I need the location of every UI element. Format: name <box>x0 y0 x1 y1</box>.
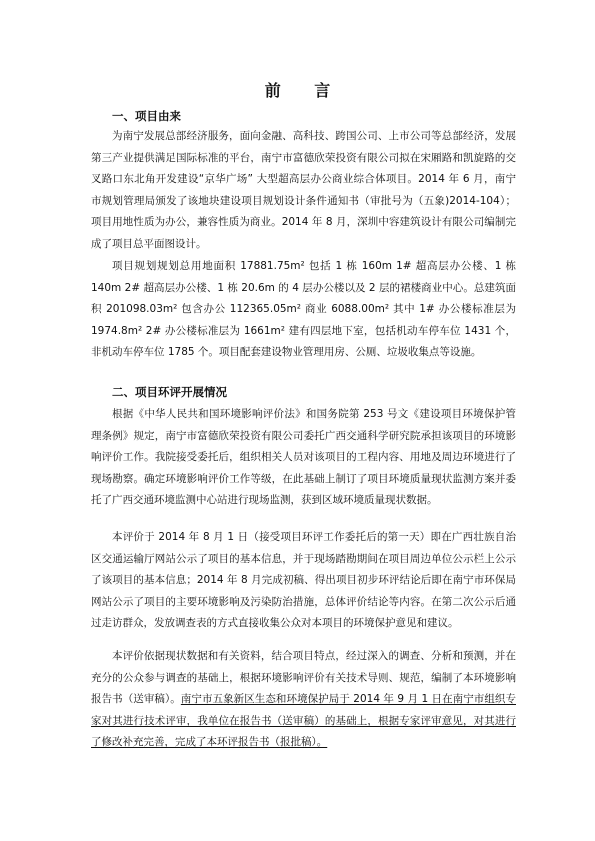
paragraph-eia-1: 根据《中华人民共和国环境影响评价法》和国务院第 253 号文《建设项目环境保护管理条例》规定，南宁市富德欣荣投资有限公司委托广西交通科学研究院承担该项目的环境影响评价工作。我院接受委托后，组织相关人员对该项目的工程内容、用地及周边环境进行了现场勘察。确定环境影响评价工作等级，在此基础上制订了项目环境质量现状监测方案并委托了广西交通环境监测中心站进行现场监测，获到区域环境质量现状数据。 <box>91 408 516 506</box>
paragraph-origin-1: 为南宁发展总部经济服务，面向金融、高科技、跨国公司、上市公司等总部经济，发展第三产业提供满足国际标准的平台，南宁市富德欣荣投资有限公司拟在宋厢路和凯旋路的交叉路口东北角开发建设“京华广场” 大型超高层办公商业综合体项目。2014 年 6 月，南宁市规划管理局颁发了该地块建设项目规划设计条件通知书（审批号为（五象)2014-104）；项目用地性质为办公，兼容性质为商业。2014 年 8 月，深圳中容建筑设计有限公司编制完成了项目总平面图设计。 <box>91 130 516 250</box>
underlined-review-text: 南宁市五象新区生态和环境保护局于 2014 年 9 月 1 日在南宁市组织专家对其进行技术评审，我单位在报告书（送审稿）的基础上，根据专家评审意见，对其进行了修改补充完善，完成了本环评报告书（报批稿）。 <box>91 693 516 748</box>
paragraph-eia-3 <box>91 646 516 754</box>
paragraph-eia-2: 本评价于 2014 年 8 月 1 日（接受项目环评工作委托后的第一天）即在广西壮族自治区交通运输厅网站公示了项目的基本信息，并于现场踏勘期间在项目周边单位公示栏上公示了该项目的基本信息；2014 年 8 月完成初稿、得出项目初步环评结论后即在南宁市环保局网站公示了项目的主要环境影响及污染防治措施，总体评价结论等内容。在第二次公示后通过走访群众，发放调查表的方式直接收集公众对本项目的环境保护意见和建议。 <box>91 531 516 629</box>
section-heading-origin: 一、项目由来 <box>112 109 181 123</box>
paragraph-origin-2: 项目规划规划总用地面积 17881.75m² 包括 1 栋 160m 1# 超高层办公楼、1 栋 140m 2# 超高层办公楼、1 栋 20.6m 的 4 层办公楼以及 2 层的裙楼商业中心。总建筑面积 201098.03m² 包含办公 112365.05m² 商业 6088.00m² 其中 1# 办公楼标准层为 1974.8m² 2# 办公楼标准层为 1661m² 建有四层地下室，包括机动车停车位 1431 个，非机动车停车位 1785 个。项目配套建设物业管理用房、公厕、垃圾收集点等设施。 <box>91 260 516 358</box>
paragraph-eia-3-text: 本评价依据现状数据和有关资料，结合项目特点，经过深入的调查、分析和预测，并在充分的公众参与调查的基础上，根据环境影响评价有关技术导则、规范，编制了本环境影响报告书（送审稿）。 <box>91 650 516 705</box>
section-heading-eia: 二、项目环评开展情况 <box>112 385 227 399</box>
page-title: 前 言 <box>264 81 345 100</box>
